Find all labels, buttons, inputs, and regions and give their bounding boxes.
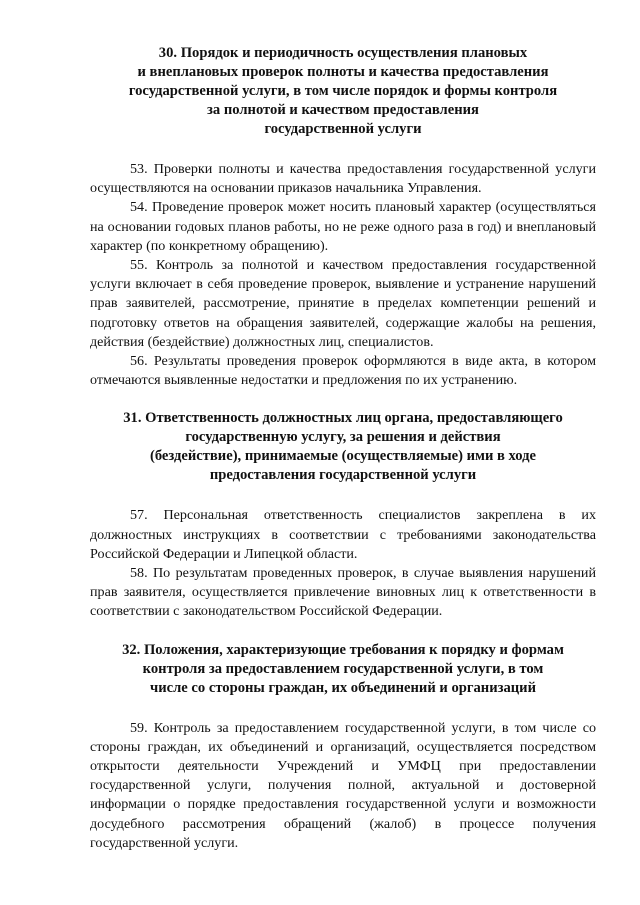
heading-line: государственной услуги (264, 121, 422, 137)
heading-line: государственную услугу, за решения и действия (185, 429, 501, 446)
heading-line: и внеплановых проверок полноты и качества предоставления (137, 64, 549, 80)
heading-line: 31. Ответственность должностных лиц органа, предоставляющего (123, 410, 563, 427)
paragraph-57: 57. Персональная ответственность специалистов закреплена в их должностных инструкциях в соответствии с требованиями законодательства Российской Федерации и Липецкой области. (90, 507, 596, 562)
paragraph-55: 55. Контроль за полнотой и качеством предоставления государственной услуги включает в себя проведение проверок, выявление и устранение нарушений прав заявителей, рассмотрение, принятие в пределах компетенции решений и подготовку ответов на обращения заявителей, содержащие жалобы на решения, действия (бездействие) должностных лиц, специалистов. (90, 257, 596, 350)
heading-line: контроля за предоставлением государственной услуги, в том (142, 660, 544, 677)
heading-line: государственной услуги, в том числе порядок и формы контроля (128, 83, 558, 99)
heading-line: предоставления государственной услуги (209, 467, 477, 484)
paragraph-54: 54. Проведение проверок может носить плановый характер (осуществляться на основании годовых планов работы, но не реже одного раза в год) и внеплановый характер (по конкретному обращению). (90, 199, 596, 254)
heading-line: 32. Положения, характеризующие требования к порядку и формам (122, 641, 564, 658)
section-32 (90, 641, 596, 853)
paragraph-59: 59. Контроль за предоставлением государственной услуги, в том числе со стороны граждан, их объединений и организаций, осуществляется посредством открытости деятельности Учреждений и УМФЦ при предоставлении государственной услуги, получения полной, актуальной и достоверной информации о порядке предоставления государственной услуги и возможности досудебного рассмотрения обращений (жалоб) в процессе получения государственной услуги. (90, 719, 596, 851)
heading-line: за полнотой и качеством предоставления (207, 102, 479, 118)
heading-line: числе со стороны граждан, их объединений и организаций (149, 679, 536, 696)
section-30 (90, 44, 596, 390)
document-page (90, 44, 596, 853)
section-heading (90, 409, 596, 485)
paragraph-56: 56. Результаты проведения проверок оформляются в виде акта, в котором отмечаются выявленные недостатки и предложения по их устранению. (90, 353, 596, 389)
paragraph-58: 58. По результатам проведенных проверок, в случае выявления нарушений прав заявителя, осуществляется привлечение виновных лиц к ответственности в соответствии с законодательством Российской Федерации. (90, 565, 596, 620)
heading-line: 30. Порядок и периодичность осуществления плановых (158, 45, 528, 61)
heading-line: (бездействие), принимаемые (осуществляемые) ими в ходе (149, 448, 537, 465)
section-heading (90, 44, 596, 139)
section-heading (90, 641, 596, 698)
paragraph-53: 53. Проверки полноты и качества предоставления государственной услуги осуществляются на основании приказов начальника Управления. (90, 161, 596, 197)
section-31 (90, 409, 596, 621)
